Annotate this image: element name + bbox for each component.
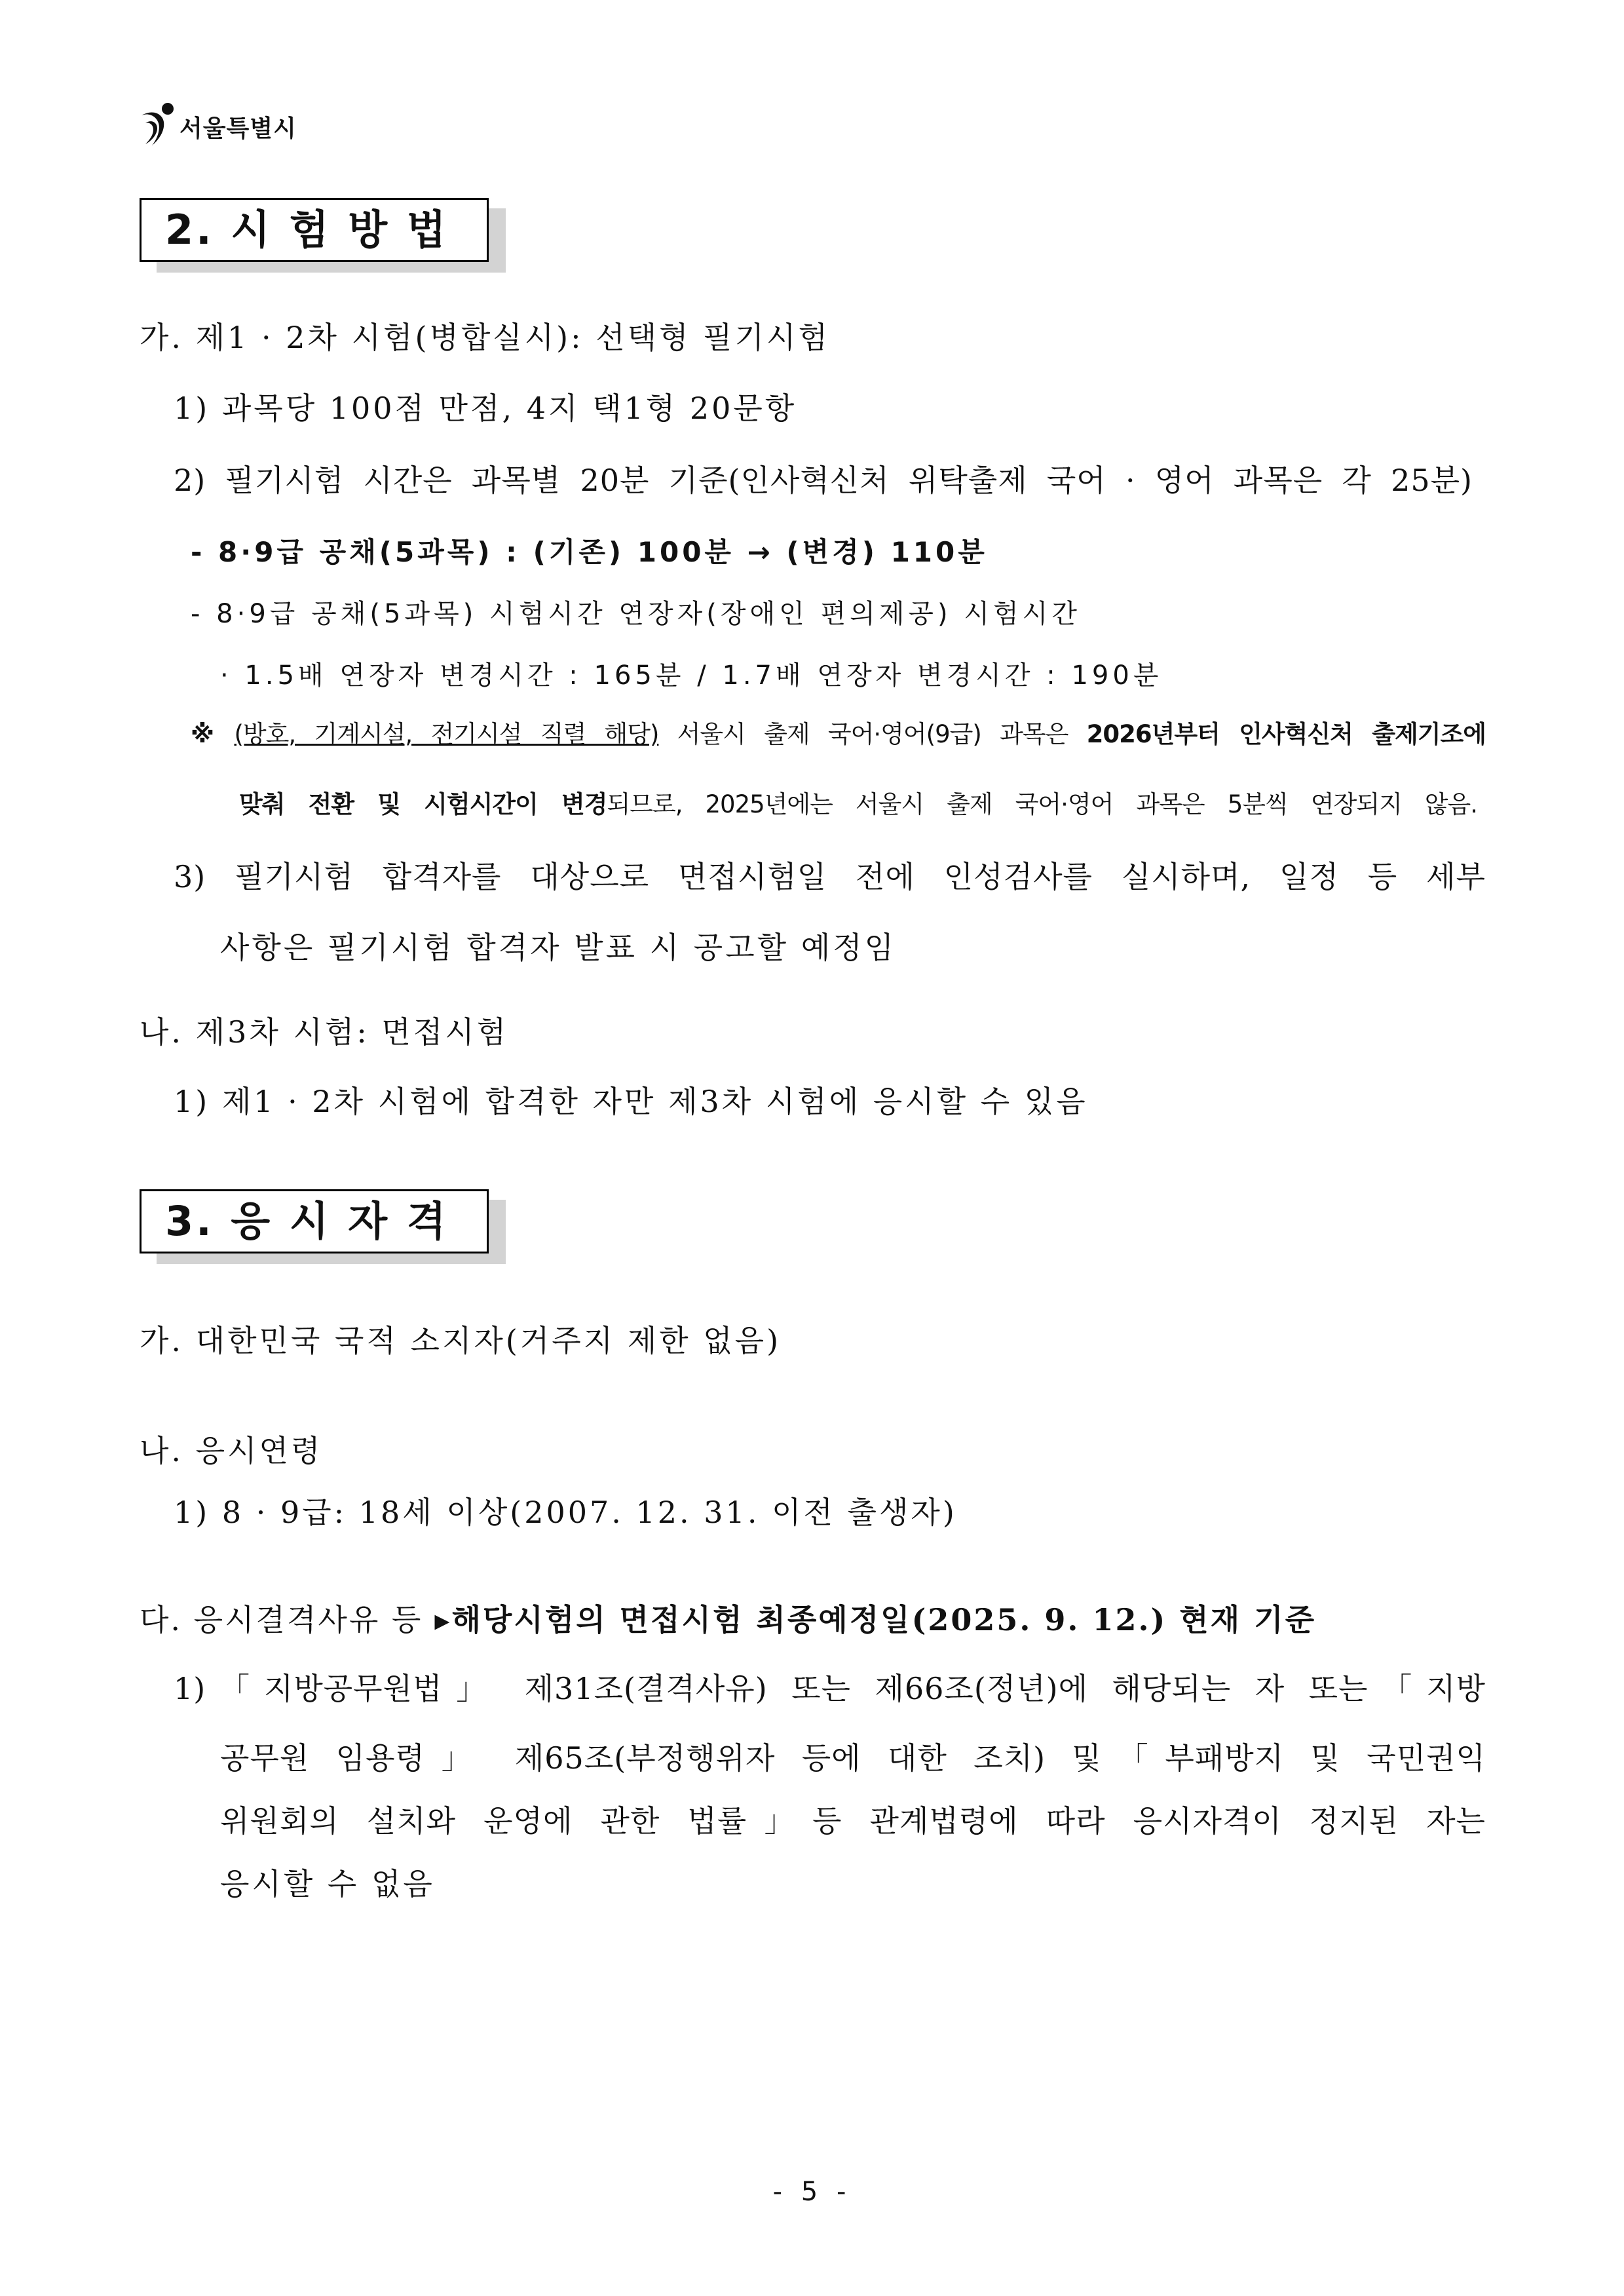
page-number: - 5 - [772,2177,852,2207]
section-2-note-line-2 [239,789,1477,820]
section-2-item-na: 나. 제3차 시험: 면접시험 [140,1014,509,1050]
section-3-item-na-1: 1) 8 · 9급: 18세 이상(2007. 12. 31. 이전 출생자) [174,1495,957,1530]
section-3-title: 3. 응 시 자 격 [165,1197,449,1245]
section-2-item-ga-2: 2) 필기시험 시간은 과목별 20분 기준(인사혁신처 위탁출제 국어 · 영어 과목은 각 25분) [174,463,1473,498]
section-2-title: 2. 시 험 방 법 [165,206,449,254]
section-3-item-na: 나. 응시연령 [140,1433,323,1468]
section-3-item-da-1-line-4: 응시할 수 없음 [220,1866,435,1902]
section-3-item-da [140,1601,1316,1638]
section-2-item-ga: 가. 제1 · 2차 시험(병합실시): 선택형 필기시험 [140,320,830,355]
section-2-dash-extended-time: - 8·9급 공채(5과목) 시험시간 연장자(장애인 편의제공) 시험시간 [191,599,1081,629]
section-3-item-ga: 가. 대한민국 국적 소지자(거주지 제한 없음) [140,1323,782,1358]
section-3-item-da-1-line-2: 공무원 임용령」 제65조(부정행위자 등에 대한 조치) 및「부패방지 및 국민권익 [220,1740,1486,1776]
note-text-1: 서울시 출제 국어·영어(9급) 과목은 [658,720,1087,748]
section-3-item-da-1-line-3: 위원회의 설치와 운영에 관한 법률」등 관계법령에 따라 응시자격이 정지된 자는 [220,1803,1486,1839]
note-mark: ※ [191,720,225,748]
item-da-label: 다. 응시결격사유 등 [140,1602,423,1637]
section-2-header-box [140,198,489,262]
note-underlined: (방호, 기계시설, 전기시설 직렬 해당) [234,720,659,748]
section-2-note-line-1 [191,719,1486,750]
section-3-header-box [140,1189,489,1253]
section-2-item-ga-3-line-2: 사항은 필기시험 합격자 발표 시 공고할 예정임 [220,930,897,965]
section-3-item-da-1-line-1: 1)「지방공무원법」 제31조(결격사유) 또는 제66조(정년)에 해당되는 자 또는「지방 [174,1671,1486,1706]
note-bold-1: 2026년부터 인사혁신처 출제기조에 [1086,720,1486,748]
note-text-2: 되므로, 2025년에는 서울시 출제 국어·영어 과목은 5분씩 연장되지 않음. [607,790,1477,818]
note-bold-2: 맞춰 전환 및 시험시간이 변경 [239,790,607,818]
section-2-item-ga-3-line-1: 3) 필기시험 합격자를 대상으로 면접시험일 전에 인성검사를 실시하며, 일정 등 세부 [174,859,1486,894]
section-2-dash-time-change: - 8·9급 공채(5과목) : (기존) 100분 → (변경) 110분 [191,536,988,568]
seoul-logo-icon [139,101,178,148]
section-2-extended-time-detail: · 1.5배 연장자 변경시간 : 165분 / 1.7배 연장자 변경시간 : 190분 [220,660,1163,691]
section-2-item-na-1: 1) 제1 · 2차 시험에 합격한 자만 제3차 시험에 응시할 수 있음 [174,1084,1088,1119]
item-da-criteria: ▸해당시험의 면접시험 최종예정일(2025. 9. 12.) 현재 기준 [434,1602,1317,1637]
org-name: 서울특별시 [179,115,297,142]
section-2-item-ga-1: 1) 과목당 100점 만점, 4지 택1형 20문항 [174,391,797,426]
